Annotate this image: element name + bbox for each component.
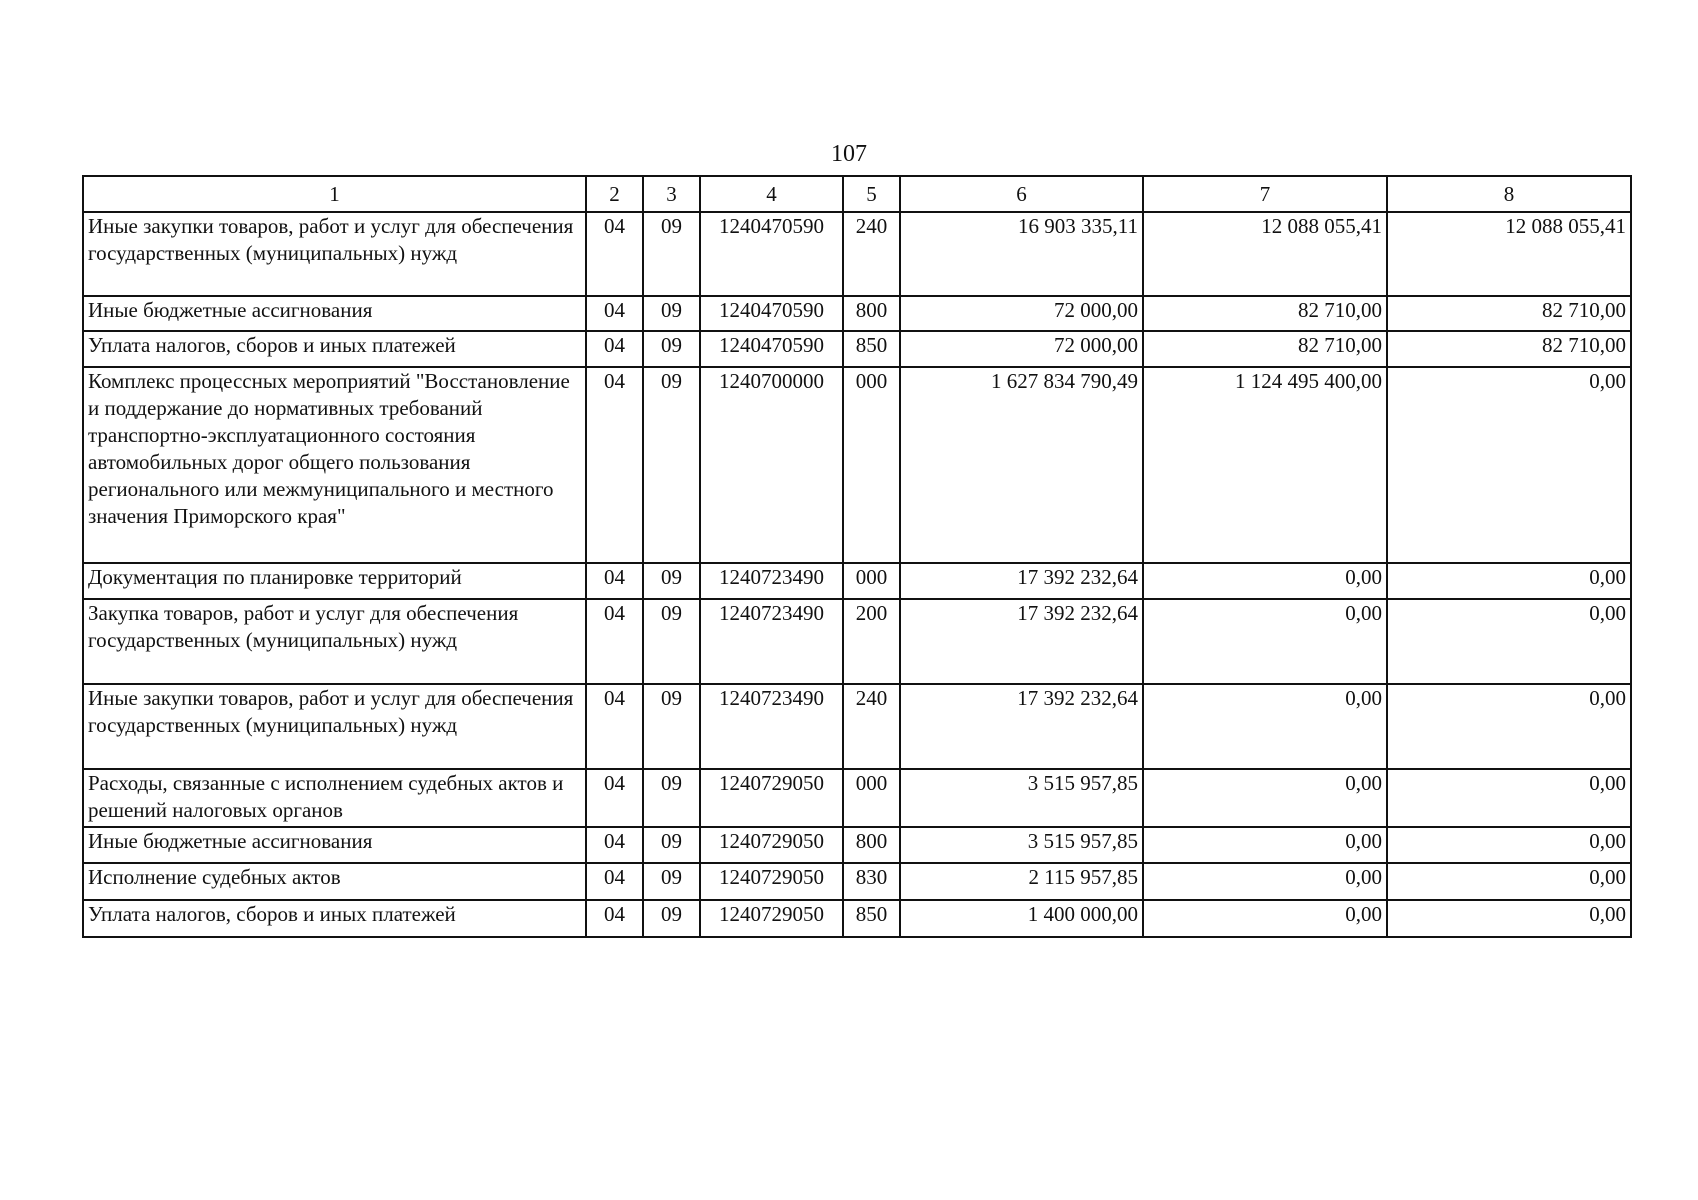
row-amount-6: 3 515 957,85: [900, 769, 1143, 827]
row-section: 04: [586, 331, 643, 367]
table-row: [83, 684, 1631, 769]
row-amount-6: 17 392 232,64: [900, 563, 1143, 599]
table-row: [83, 769, 1631, 827]
row-amount-6: 16 903 335,11: [900, 212, 1143, 296]
row-amount-7: 12 088 055,41: [1143, 212, 1387, 296]
row-amount-6: 1 627 834 790,49: [900, 367, 1143, 563]
table-row: [83, 296, 1631, 331]
row-amount-6: 3 515 957,85: [900, 827, 1143, 863]
row-amount-8: 0,00: [1387, 563, 1631, 599]
row-amount-7: 82 710,00: [1143, 331, 1387, 367]
row-name: Уплата налогов, сборов и иных платежей: [83, 900, 586, 937]
row-amount-6: 17 392 232,64: [900, 684, 1143, 769]
row-amount-8: 0,00: [1387, 769, 1631, 827]
row-section: 04: [586, 769, 643, 827]
table-row: [83, 827, 1631, 863]
row-subsection: 09: [643, 863, 700, 900]
header-col-3: 3: [643, 176, 700, 212]
row-subsection: 09: [643, 900, 700, 937]
header-col-5: 5: [843, 176, 900, 212]
budget-table: [82, 175, 1632, 938]
header-row: [83, 176, 1631, 212]
table-row: [83, 900, 1631, 937]
row-amount-7: 0,00: [1143, 599, 1387, 684]
table-row: [83, 367, 1631, 563]
table-header: [83, 176, 1631, 212]
row-target-code: 1240729050: [700, 900, 843, 937]
row-subsection: 09: [643, 769, 700, 827]
row-name: Расходы, связанные с исполнением судебных актов и решений налоговых органов: [83, 769, 586, 827]
row-section: 04: [586, 599, 643, 684]
row-amount-8: 0,00: [1387, 599, 1631, 684]
row-subsection: 09: [643, 212, 700, 296]
row-amount-7: 0,00: [1143, 769, 1387, 827]
row-expense-type: 200: [843, 599, 900, 684]
row-amount-7: 0,00: [1143, 827, 1387, 863]
row-expense-type: 000: [843, 563, 900, 599]
row-amount-8: 0,00: [1387, 900, 1631, 937]
row-amount-7: 82 710,00: [1143, 296, 1387, 331]
row-expense-type: 240: [843, 212, 900, 296]
row-expense-type: 850: [843, 900, 900, 937]
row-target-code: 1240729050: [700, 769, 843, 827]
table-row: [83, 212, 1631, 296]
row-name: Уплата налогов, сборов и иных платежей: [83, 331, 586, 367]
row-subsection: 09: [643, 563, 700, 599]
table-body: [83, 212, 1631, 937]
header-col-1: 1: [83, 176, 586, 212]
header-col-4: 4: [700, 176, 843, 212]
row-target-code: 1240729050: [700, 827, 843, 863]
page-number: 107: [831, 141, 867, 167]
row-amount-8: 82 710,00: [1387, 296, 1631, 331]
row-subsection: 09: [643, 367, 700, 563]
row-target-code: 1240470590: [700, 331, 843, 367]
table-row: [83, 331, 1631, 367]
row-expense-type: 800: [843, 296, 900, 331]
row-amount-8: 82 710,00: [1387, 331, 1631, 367]
row-subsection: 09: [643, 331, 700, 367]
header-col-2: 2: [586, 176, 643, 212]
row-name: Закупка товаров, работ и услуг для обеспечения государственных (муниципальных) нужд: [83, 599, 586, 684]
row-name: Иные закупки товаров, работ и услуг для обеспечения государственных (муниципальных) нужд: [83, 684, 586, 769]
row-name: Иные бюджетные ассигнования: [83, 827, 586, 863]
row-target-code: 1240723490: [700, 684, 843, 769]
row-name: Документация по планировке территорий: [83, 563, 586, 599]
row-subsection: 09: [643, 296, 700, 331]
table-row: [83, 563, 1631, 599]
header-col-6: 6: [900, 176, 1143, 212]
row-subsection: 09: [643, 827, 700, 863]
row-amount-7: 0,00: [1143, 563, 1387, 599]
row-amount-6: 17 392 232,64: [900, 599, 1143, 684]
row-expense-type: 830: [843, 863, 900, 900]
row-amount-6: 72 000,00: [900, 331, 1143, 367]
row-amount-8: 12 088 055,41: [1387, 212, 1631, 296]
row-expense-type: 000: [843, 367, 900, 563]
row-amount-7: 1 124 495 400,00: [1143, 367, 1387, 563]
row-amount-6: 1 400 000,00: [900, 900, 1143, 937]
row-name: Исполнение судебных актов: [83, 863, 586, 900]
row-name: Иные бюджетные ассигнования: [83, 296, 586, 331]
row-name: Иные закупки товаров, работ и услуг для обеспечения государственных (муниципальных) нужд: [83, 212, 586, 296]
row-amount-7: 0,00: [1143, 863, 1387, 900]
row-target-code: 1240470590: [700, 296, 843, 331]
header-col-8: 8: [1387, 176, 1631, 212]
row-expense-type: 800: [843, 827, 900, 863]
row-target-code: 1240470590: [700, 212, 843, 296]
row-amount-6: 72 000,00: [900, 296, 1143, 331]
row-amount-6: 2 115 957,85: [900, 863, 1143, 900]
row-target-code: 1240700000: [700, 367, 843, 563]
row-subsection: 09: [643, 684, 700, 769]
row-section: 04: [586, 827, 643, 863]
row-amount-8: 0,00: [1387, 684, 1631, 769]
row-amount-7: 0,00: [1143, 684, 1387, 769]
row-amount-8: 0,00: [1387, 367, 1631, 563]
header-col-7: 7: [1143, 176, 1387, 212]
row-expense-type: 000: [843, 769, 900, 827]
row-section: 04: [586, 563, 643, 599]
row-section: 04: [586, 296, 643, 331]
row-section: 04: [586, 212, 643, 296]
row-amount-7: 0,00: [1143, 900, 1387, 937]
row-target-code: 1240723490: [700, 599, 843, 684]
row-section: 04: [586, 367, 643, 563]
row-expense-type: 850: [843, 331, 900, 367]
row-target-code: 1240723490: [700, 563, 843, 599]
row-expense-type: 240: [843, 684, 900, 769]
row-amount-8: 0,00: [1387, 863, 1631, 900]
row-amount-8: 0,00: [1387, 827, 1631, 863]
row-subsection: 09: [643, 599, 700, 684]
row-section: 04: [586, 684, 643, 769]
row-section: 04: [586, 863, 643, 900]
row-section: 04: [586, 900, 643, 937]
row-name: Комплекс процессных мероприятий "Восстановление и поддержание до нормативных требований транспортно-эксплуатационного состояния автомобильных дорог общего пользования регионального или межмуниципального и местного значения Приморского края": [83, 367, 586, 563]
row-target-code: 1240729050: [700, 863, 843, 900]
table-row: [83, 863, 1631, 900]
table-row: [83, 599, 1631, 684]
